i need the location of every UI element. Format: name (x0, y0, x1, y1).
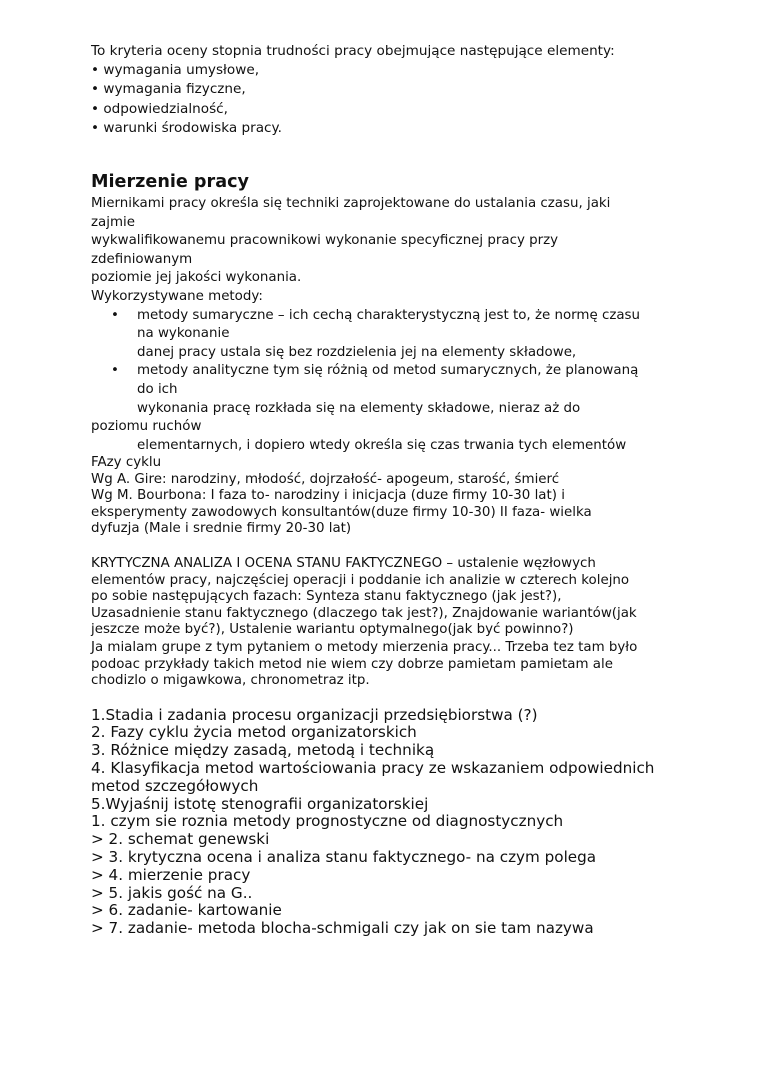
method-item-sumaryczne (91, 307, 691, 326)
note-line: podoac przykłady takich metod nie wiem czy dobrze pamietam pamietam ale (91, 656, 613, 672)
cycle-line: Wg M. Bourbona: I faza to- narodziny i inicjacja (duze firmy 10-30 lat) i (91, 488, 565, 504)
intro-item: • wymagania fizyczne, (91, 81, 246, 98)
questions-section (91, 707, 691, 938)
critical-line: po sobie następujących fazach: Synteza stanu faktycznego (jak jest?), (91, 589, 562, 605)
document-page (91, 42, 691, 938)
paragraph-line: zajmie (91, 214, 135, 230)
question-item: > 4. mierzenie pracy (91, 865, 251, 884)
paragraph-line: zdefiniowanym (91, 251, 193, 267)
question-item: 1. czym sie roznia metody prognostyczne od diagnostycznych (91, 812, 564, 831)
critical-line: elementów pracy, najczęściej operacji i poddanie ich analizie w czterech kolejno (91, 572, 630, 588)
bullet-icon: • (111, 363, 119, 379)
bullet-icon: • (111, 307, 119, 323)
cycle-line: eksperymenty zawodowych konsultantów(duze firmy 10-30) II faza- wielka (91, 504, 592, 520)
note-line: chodizlo o migawkowa, chronometraz itp. (91, 673, 370, 689)
question-item: 3. Różnice między zasadą, metodą i techniką (91, 741, 435, 760)
cycle-section (91, 455, 691, 537)
intro-item: • warunki środowiska pracy. (91, 119, 282, 136)
critical-analysis-section (91, 556, 691, 689)
method-continuation: danej pracy ustala się bez rozdzielenia jej na elementy składowe, (137, 344, 577, 360)
method-item-analityczne (91, 362, 691, 381)
section-heading-mierzenie: Mierzenie pracy (91, 172, 249, 193)
critical-line: jeszcze może być?), Ustalenie wariantu optymalnego(jak być powinno?) (91, 621, 574, 637)
question-item: 1.Stadia i zadania procesu organizacji przedsiębiorstwa (?) (91, 705, 538, 724)
critical-line: KRYTYCZNA ANALIZA I OCENA STANU FAKTYCZNEGO – ustalenie węzłowych (91, 556, 596, 572)
method-continuation: do ich (137, 381, 178, 397)
intro-item: • odpowiedzialność, (91, 100, 228, 117)
question-item: > 5. jakis gość na G.. (91, 883, 253, 902)
intro-section (91, 42, 691, 138)
question-item: > 6. zadanie- kartowanie (91, 901, 282, 920)
question-item: 5.Wyjaśnij istotę stenografii organizatorskiej (91, 794, 429, 813)
cycle-line: dyfuzja (Male i srednie firmy 20-30 lat) (91, 520, 352, 536)
methods-label: Wykorzystywane metody: (91, 288, 263, 304)
method-text: metody sumaryczne – ich cechą charakterystyczną jest to, że normę czasu (137, 307, 641, 323)
method-continuation: poziomu ruchów (91, 419, 202, 435)
paragraph-line: wykwalifikowanemu pracownikowi wykonanie specyficznej pracy przy (91, 233, 559, 249)
question-item: > 7. zadanie- metoda blocha-schmigali czy jak on sie tam nazywa (91, 919, 594, 938)
note-line: Ja mialam grupe z tym pytaniem o metody mierzenia pracy... Trzeba tez tam było (91, 640, 638, 656)
intro-lead: To kryteria oceny stopnia trudności pracy obejmujące następujące elementy: (91, 43, 615, 59)
method-continuation: elementarnych, i dopiero wtedy określa się czas trwania tych elementów (137, 437, 627, 453)
cycle-line: Wg A. Gire: narodziny, młodość, dojrzałość- apogeum, starość, śmierć (91, 471, 560, 487)
method-text: metody analityczne tym się różnią od metod sumarycznych, że planowaną (137, 363, 639, 379)
question-item: metod szczegółowych (91, 776, 259, 795)
measure-section (91, 195, 691, 455)
question-item: 4. Klasyfikacja metod wartościowania pracy ze wskazaniem odpowiednich (91, 759, 655, 777)
question-item: > 3. krytyczna ocena i analiza stanu faktycznego- na czym polega (91, 847, 597, 866)
cycle-line: FAzy cyklu (91, 455, 162, 471)
question-item: 2. Fazy cyklu życia metod organizatorskich (91, 723, 417, 742)
method-continuation: wykonania pracę rozkłada się na elementy składowe, nieraz aż do (137, 400, 581, 416)
critical-line: Uzasadnienie stanu faktycznego (dlaczego tak jest?), Znajdowanie wariantów(jak (91, 605, 637, 621)
paragraph-line: Miernikami pracy określa się techniki zaprojektowane do ustalania czasu, jaki (91, 196, 611, 212)
question-item: > 2. schemat genewski (91, 830, 270, 849)
method-continuation: na wykonanie (137, 326, 230, 342)
intro-item: • wymagania umysłowe, (91, 62, 260, 79)
paragraph-line: poziomie jej jakości wykonania. (91, 270, 302, 286)
